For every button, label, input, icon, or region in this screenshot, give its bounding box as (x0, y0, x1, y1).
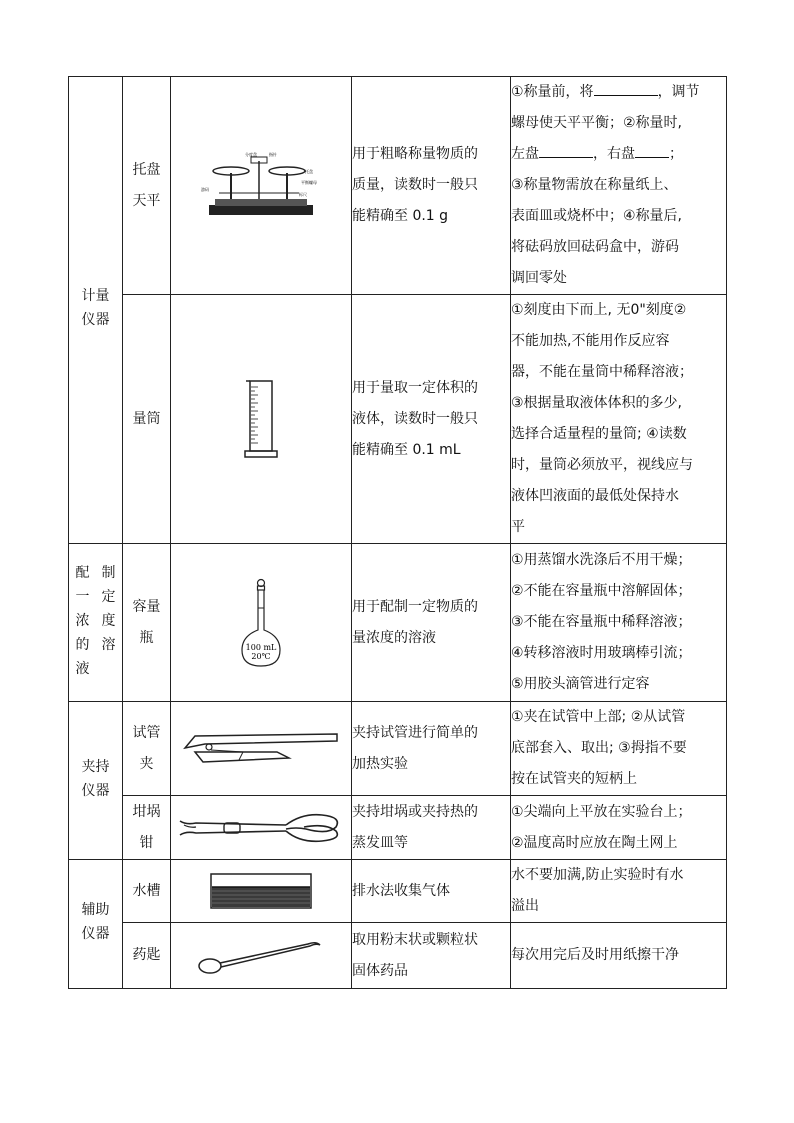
notes-tongs (511, 796, 727, 860)
test-tube-clamp-diagram (181, 730, 341, 768)
category-text: 的 溶 (75, 636, 116, 653)
usage-text: 排水法收集气体 (352, 882, 450, 899)
name-text: 瓶 (139, 629, 154, 646)
usage-trough (352, 860, 511, 923)
note-text: ，调节 (657, 84, 700, 100)
note-line: ⑤用胶头滴管进行定容 (511, 676, 650, 692)
name-text: 量筒 (132, 410, 161, 427)
usage-cylinder (352, 295, 511, 544)
note-line: 螺母使天平平衡；②称量时, (511, 115, 683, 131)
name-text: 水槽 (132, 882, 161, 899)
usage-text: 夹持坩埚或夹持热的 (352, 803, 478, 820)
name-text: 夹 (139, 755, 154, 772)
category-text: 仪器 (81, 782, 110, 799)
table-row (69, 77, 727, 295)
note-line: 调回零处 (511, 270, 567, 286)
note-line: ③称量物需放在称量纸上、 (511, 177, 678, 193)
balance-rail (215, 199, 307, 206)
table-row (69, 860, 727, 923)
diagram-label: 指针 (269, 151, 277, 157)
instrument-name-trough (123, 860, 171, 923)
note-text: ； (669, 146, 683, 162)
note-line: ③不能在容量瓶中稀释溶液； (511, 614, 692, 630)
table-row (69, 923, 727, 989)
notes-flask (511, 544, 727, 702)
category-text: 仪器 (81, 312, 110, 328)
category-measuring-instruments (69, 77, 123, 544)
answer-blank (635, 143, 669, 158)
notes-spoon (511, 923, 727, 989)
flask-image-cell (171, 544, 352, 702)
usage-text: 能精确至 0.1 g (352, 208, 449, 224)
diagram-label: 托盘 (305, 168, 313, 174)
balance-image-cell (171, 77, 352, 295)
diagram-label: 标尺 (299, 191, 307, 197)
name-text: 药匙 (132, 947, 161, 963)
notes-trough (511, 860, 727, 923)
category-auxiliary-instruments (69, 860, 123, 989)
instrument-name-tongs (123, 796, 171, 860)
note-line: ③根据量取液体体积的多少, (511, 395, 683, 411)
usage-text: 能精确至 0.1 mL (352, 441, 461, 458)
note-line: ②温度高时应放在陶土网上 (511, 834, 678, 851)
name-text: 钳 (139, 834, 154, 851)
note-line: 底部套入、取出; ③拇指不要 (511, 740, 687, 756)
category-holding-instruments (69, 702, 123, 860)
notes-balance (511, 77, 727, 295)
note-line: ①夹在试管中上部; ②从试管 (511, 709, 686, 725)
crucible-tongs-diagram (176, 809, 346, 847)
spoon-image-cell (171, 923, 352, 989)
answer-blank (539, 143, 593, 158)
tongs-handle-upper (286, 814, 337, 831)
usage-text: 蒸发皿等 (352, 834, 408, 851)
usage-text: 质量，读数时一般只 (352, 177, 478, 193)
spoon-bowl (199, 959, 221, 973)
diagram-label: 平衡螺母 (301, 179, 317, 185)
notes-clamp (511, 702, 727, 796)
note-line: ②不能在容量瓶中溶解固体； (511, 583, 692, 599)
balance-diagram (201, 151, 321, 221)
diagram-label: 游码 (201, 186, 209, 192)
instrument-name-balance (123, 77, 171, 295)
name-text: 试管 (132, 724, 161, 741)
category-solution-preparation (69, 544, 123, 702)
table-row (69, 702, 727, 796)
note-line: 表面皿或烧杯中；④称量后, (511, 208, 683, 224)
cylinder-scale (251, 387, 258, 443)
trough-water (212, 887, 310, 907)
category-text: 计量 (81, 288, 110, 304)
category-text: 配 制 (75, 564, 116, 581)
usage-text: 固体药品 (352, 962, 408, 979)
table-row (69, 796, 727, 860)
instrument-name-cylinder (123, 295, 171, 544)
cylinder-diagram (241, 377, 281, 461)
instrument-table (68, 76, 727, 989)
answer-blank (594, 81, 658, 96)
usage-text: 量浓度的溶液 (352, 629, 436, 646)
note-line: 平 (511, 519, 525, 535)
clamp-image-cell (171, 702, 352, 796)
name-text: 托盘 (132, 161, 161, 178)
note-line: 将砝码放回砝码盒中，游码 (511, 239, 679, 255)
cylinder-image-cell (171, 295, 352, 544)
note-text: 左盘 (511, 146, 539, 162)
usage-balance (352, 77, 511, 295)
flask-volume-label: 100 mL (245, 642, 277, 652)
usage-text: 加热实验 (352, 755, 408, 772)
instrument-name-clamp (123, 702, 171, 796)
trough-image-cell (171, 860, 352, 923)
clamp-pivot (206, 744, 212, 750)
table-row (69, 544, 727, 702)
note-line: 器，不能在量筒中稀释溶液； (511, 364, 693, 380)
usage-text: 液体，读数时一般只 (352, 410, 478, 427)
note-text: ①称量前，将 (511, 84, 594, 100)
instrument-name-spoon (123, 923, 171, 989)
note-line: ①用蒸馏水洗涤后不用干燥； (511, 552, 692, 568)
usage-text: 夹持试管进行简单的 (352, 724, 478, 741)
note-line: ①刻度由下而上, 无0"刻度② (511, 302, 687, 318)
balance-base (209, 205, 313, 215)
name-text: 天平 (132, 192, 161, 209)
medicine-spoon-diagram (196, 936, 326, 976)
note-line: 时，量筒必须放平，视线应与 (511, 457, 693, 473)
category-text: 浓 度 (75, 612, 116, 629)
category-text: 辅助 (81, 902, 110, 918)
category-text: 液 (75, 660, 90, 677)
category-text: 仪器 (81, 926, 110, 942)
usage-text: 用于量取一定体积的 (352, 379, 478, 396)
category-text: 一 定 (75, 588, 116, 605)
usage-text: 用于粗略称量物质的 (352, 146, 478, 162)
instrument-name-flask (123, 544, 171, 702)
note-line: 按在试管夹的短柄上 (511, 771, 637, 787)
usage-text: 用于配制一定物质的 (352, 598, 478, 615)
usage-clamp (352, 702, 511, 796)
note-line: 液体凹液面的最低处保持水 (511, 488, 679, 504)
category-text: 夹持 (81, 758, 110, 775)
water-trough-diagram (208, 871, 314, 911)
note-text: ，右盘 (593, 146, 635, 162)
cylinder-base (245, 451, 277, 457)
diagram-label: 分度盘 (245, 151, 257, 157)
flask-temp-label: 20℃ (251, 651, 271, 661)
spoon-handle (220, 942, 320, 966)
note-line: 选择合适量程的量筒; ④读数 (511, 426, 687, 442)
name-text: 容量 (132, 598, 161, 615)
volumetric-flask-diagram (238, 578, 284, 668)
note-line (511, 77, 726, 108)
usage-flask (352, 544, 511, 702)
usage-tongs (352, 796, 511, 860)
note-line: 每次用完后及时用纸擦干净 (511, 947, 679, 963)
usage-spoon (352, 923, 511, 989)
table-row (69, 295, 727, 544)
note-line: 水不要加满,防止实验时有水 (511, 867, 684, 883)
note-line: 不能加热,不能用作反应容 (511, 333, 670, 349)
notes-cylinder (511, 295, 727, 544)
note-line (511, 139, 726, 170)
note-line: ④转移溶液时用玻璃棒引流； (511, 645, 692, 661)
note-line: 溢出 (511, 898, 539, 914)
tongs-image-cell (171, 796, 352, 860)
note-line: ①尖端向上平放在实验台上； (511, 803, 692, 820)
name-text: 坩埚 (132, 803, 161, 820)
usage-text: 取用粉末状或颗粒状 (352, 931, 478, 948)
